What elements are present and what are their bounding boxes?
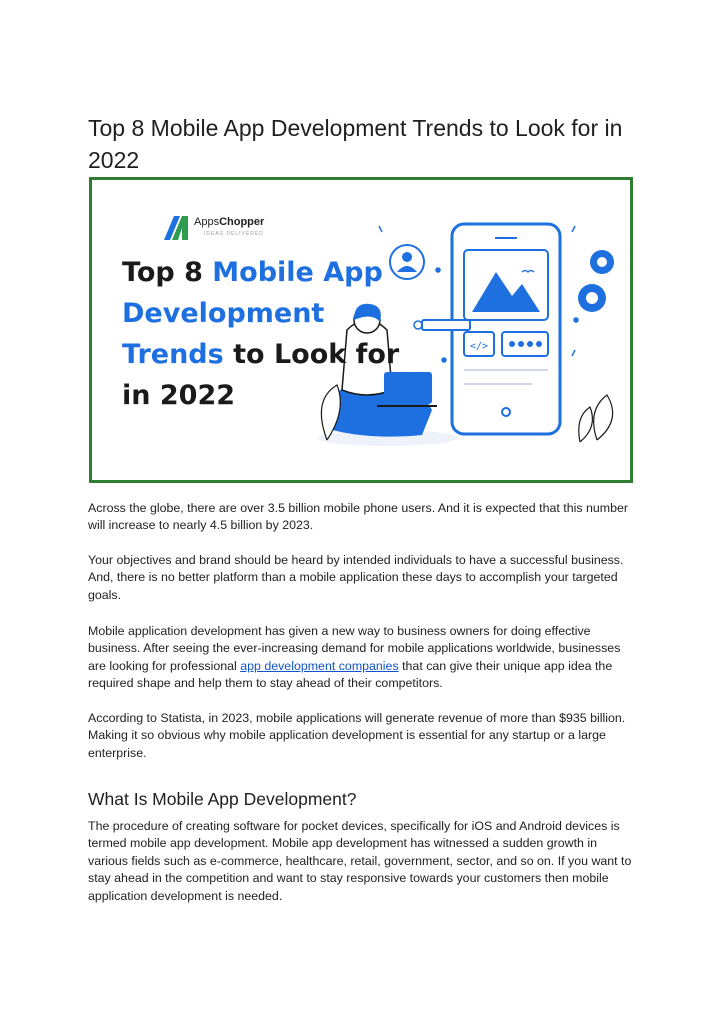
section-body: The procedure of creating software for pocket devices, specifically for iOS and Android devices is termed mobile app development. Mobile app development has witnessed a sudden growth in various fields such as e-commerce, healthcare, retail, government, sector, and so on. If you want to stay ahead in the competition and want to stay responsive towards your customers then mobile application development is needed.	[88, 819, 632, 903]
headline-part3: to Look for in 2022	[122, 339, 400, 411]
logo-name-part1: Apps	[194, 216, 220, 228]
page-title: Top 8 Mobile App Development Trends to Look for in 2022	[88, 115, 623, 173]
app-development-companies-link[interactable]: app development companies	[240, 658, 399, 673]
paragraph-4: According to Statista, in 2023, mobile applications will generate revenue of more than $935 billion. Making it so obvious why mobile application development is essential for any startup or a large enterprise.	[88, 711, 626, 760]
banner-headline	[122, 252, 402, 416]
svg-text:</>: </>	[470, 341, 489, 352]
paragraph-3-text-after: that can give their unique app idea the required shape and help them to stay ahead of their competitors.	[88, 658, 613, 691]
section-heading: What Is Mobile App Development?	[88, 789, 357, 809]
paragraph-2: Your objectives and brand should be heard by intended individuals to have a successful business. And, there is no better platform than a mobile application these days to accomplish your targeted goals.	[88, 553, 624, 602]
appschopper-logo	[164, 213, 314, 243]
logo-tagline: IDEAS DELIVERED	[204, 231, 264, 237]
logo-name-part2: Chopper	[219, 216, 265, 228]
headline-part2: Mobile App Development Trends	[122, 257, 383, 370]
logo-text	[194, 216, 264, 228]
paragraph-3-text-before: Mobile application development has given a new way to business owners for doing effective business. After seeing the ever-increasing demand for mobile applications worldwide, businesses are looking for professional	[88, 624, 621, 673]
banner-image	[89, 177, 633, 483]
search-bar-illustration	[414, 320, 470, 330]
headline-part1: Top 8	[122, 257, 213, 288]
paragraph-3	[88, 623, 640, 693]
paragraph-1: Across the globe, there are over 3.5 billion mobile phone users. And it is expected that this number will increase to nearly 4.5 billion by 2023.	[88, 501, 628, 533]
gear-icon	[578, 250, 614, 312]
